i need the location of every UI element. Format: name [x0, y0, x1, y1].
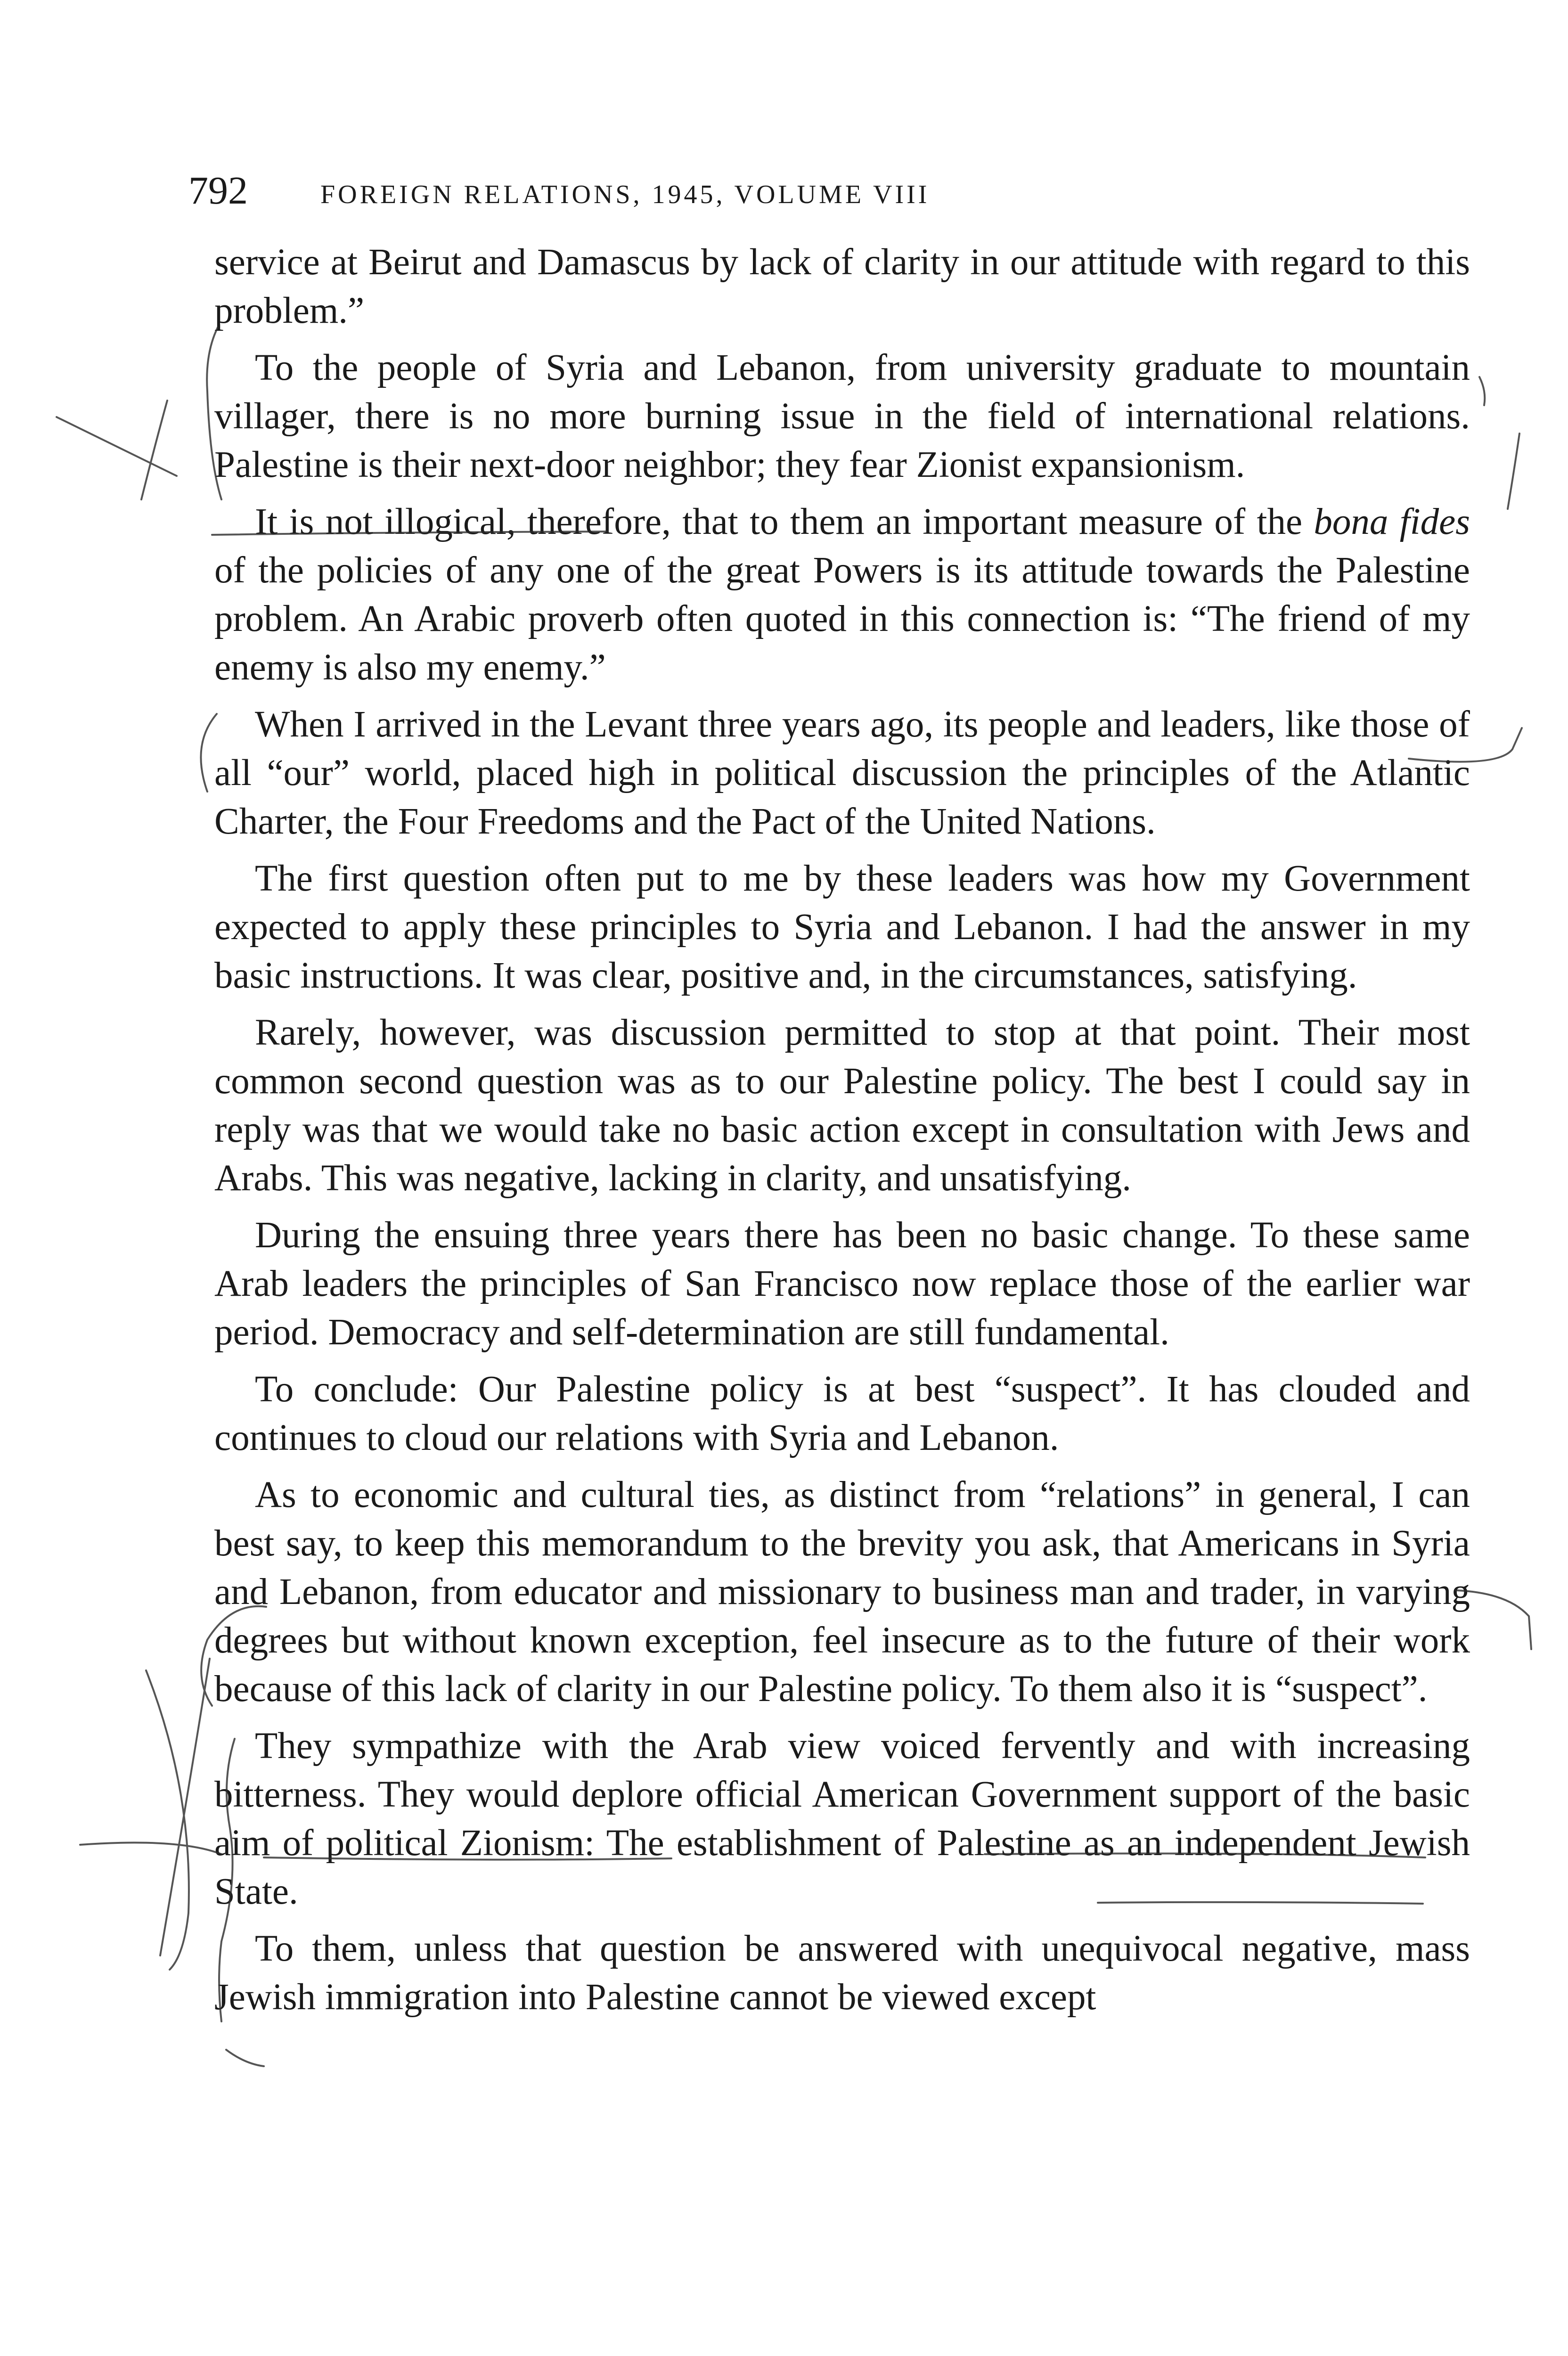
paragraph-text-after: of the policies of any one of the great Powers is its attitude towards the Palestine problem. An Arabic proverb often quoted in this connection is: “The friend of my enemy is also my enemy.”: [214, 550, 1470, 688]
cross-mark: [80, 1843, 221, 1855]
paragraph-levant-arrival: [214, 700, 1470, 846]
paragraph-bona-fides: [214, 498, 1470, 692]
bracket-mark: [1479, 377, 1485, 405]
paragraph-continuation: [214, 238, 1470, 335]
bracket-mark: [1508, 434, 1519, 509]
paragraph-text: Rarely, however, was discussion permitted to stop at that point. Their most common second question was as to our Palestine policy. The best I could say in reply was that we would take no basic action except in consultation with Jews and Arabs. This was negative, lacking in clarity, and unsatisfying.: [214, 1012, 1470, 1199]
body-text: [214, 238, 1470, 2030]
bracket-mark: [226, 2050, 264, 2066]
cross-mark: [146, 1670, 189, 1970]
paragraph-conclusion: [214, 1365, 1470, 1462]
paragraph-text-before: It is not illogical, therefore, that to them an important measure of the: [255, 501, 1314, 542]
paragraph-text: service at Beirut and Damascus by lack of clarity in our attitude with regard to this problem.”: [214, 242, 1470, 331]
paragraph-text: As to economic and cultural ties, as distinct from “relations” in general, I can best say, to keep this memorandum to the brevity you ask, that Americans in Syria and Lebanon, from educator and missionary to business man and trader, in varying degrees but without known exception, feel insecure as to the future of their work because of this lack of clarity in our Palestine policy. To them also it is “suspect”.: [214, 1474, 1470, 1710]
cross-mark: [57, 401, 177, 499]
page-number: 792: [188, 169, 248, 213]
paragraph-text: The first question often put to me by these leaders was how my Government expected to apply these principles to Syria and Lebanon. I had the answer in my basic instructions. It was clear, positive and, in the circumstances, satisfying.: [214, 858, 1470, 996]
paragraph-second-question: [214, 1008, 1470, 1203]
paragraph-text: To the people of Syria and Lebanon, from university graduate to mountain villager, there is no more burning issue in the field of international relations. Palestine is their next-door neighbor; they fear Zionist expansionism.: [214, 347, 1470, 485]
cross-mark: [160, 1659, 210, 1955]
paragraph-first-question: [214, 854, 1470, 1000]
italic-phrase: bona fides: [1314, 501, 1470, 542]
paragraph-text: During the ensuing three years there has been no basic change. To these same Arab leaders the principles of San Francisco now replace those of the earlier war period. Democracy and self-determination are still fundamental.: [214, 1215, 1470, 1353]
paragraph-sympathize: [214, 1722, 1470, 1916]
paragraph-economic-ties: [214, 1471, 1470, 1713]
paragraph-immigration: [214, 1924, 1470, 2021]
paragraph-text: To them, unless that question be answered with unequivocal negative, mass Jewish immigration into Palestine cannot be viewed except: [214, 1928, 1470, 2018]
paragraph-text: To conclude: Our Palestine policy is at best “suspect”. It has clouded and continues to cloud our relations with Syria and Lebanon.: [214, 1369, 1470, 1458]
running-title: FOREIGN RELATIONS, 1945, VOLUME VIII: [320, 180, 930, 209]
paragraph-text: When I arrived in the Levant three years ago, its people and leaders, like those of all “our” world, placed high in political discussion the principles of the Atlantic Charter, the Four Freedoms and the Pact of the United Nations.: [214, 704, 1470, 842]
paragraph-no-change: [214, 1211, 1470, 1357]
paragraph-text: They sympathize with the Arab view voiced fervently and with increasing bitterness. They would deplore official American Government support of the basic aim of political Zionism: The establishment of Palestine as an independent Jewish State.: [214, 1726, 1470, 1912]
page-header: [188, 167, 1479, 224]
paragraph-syria-lebanon: [214, 344, 1470, 489]
